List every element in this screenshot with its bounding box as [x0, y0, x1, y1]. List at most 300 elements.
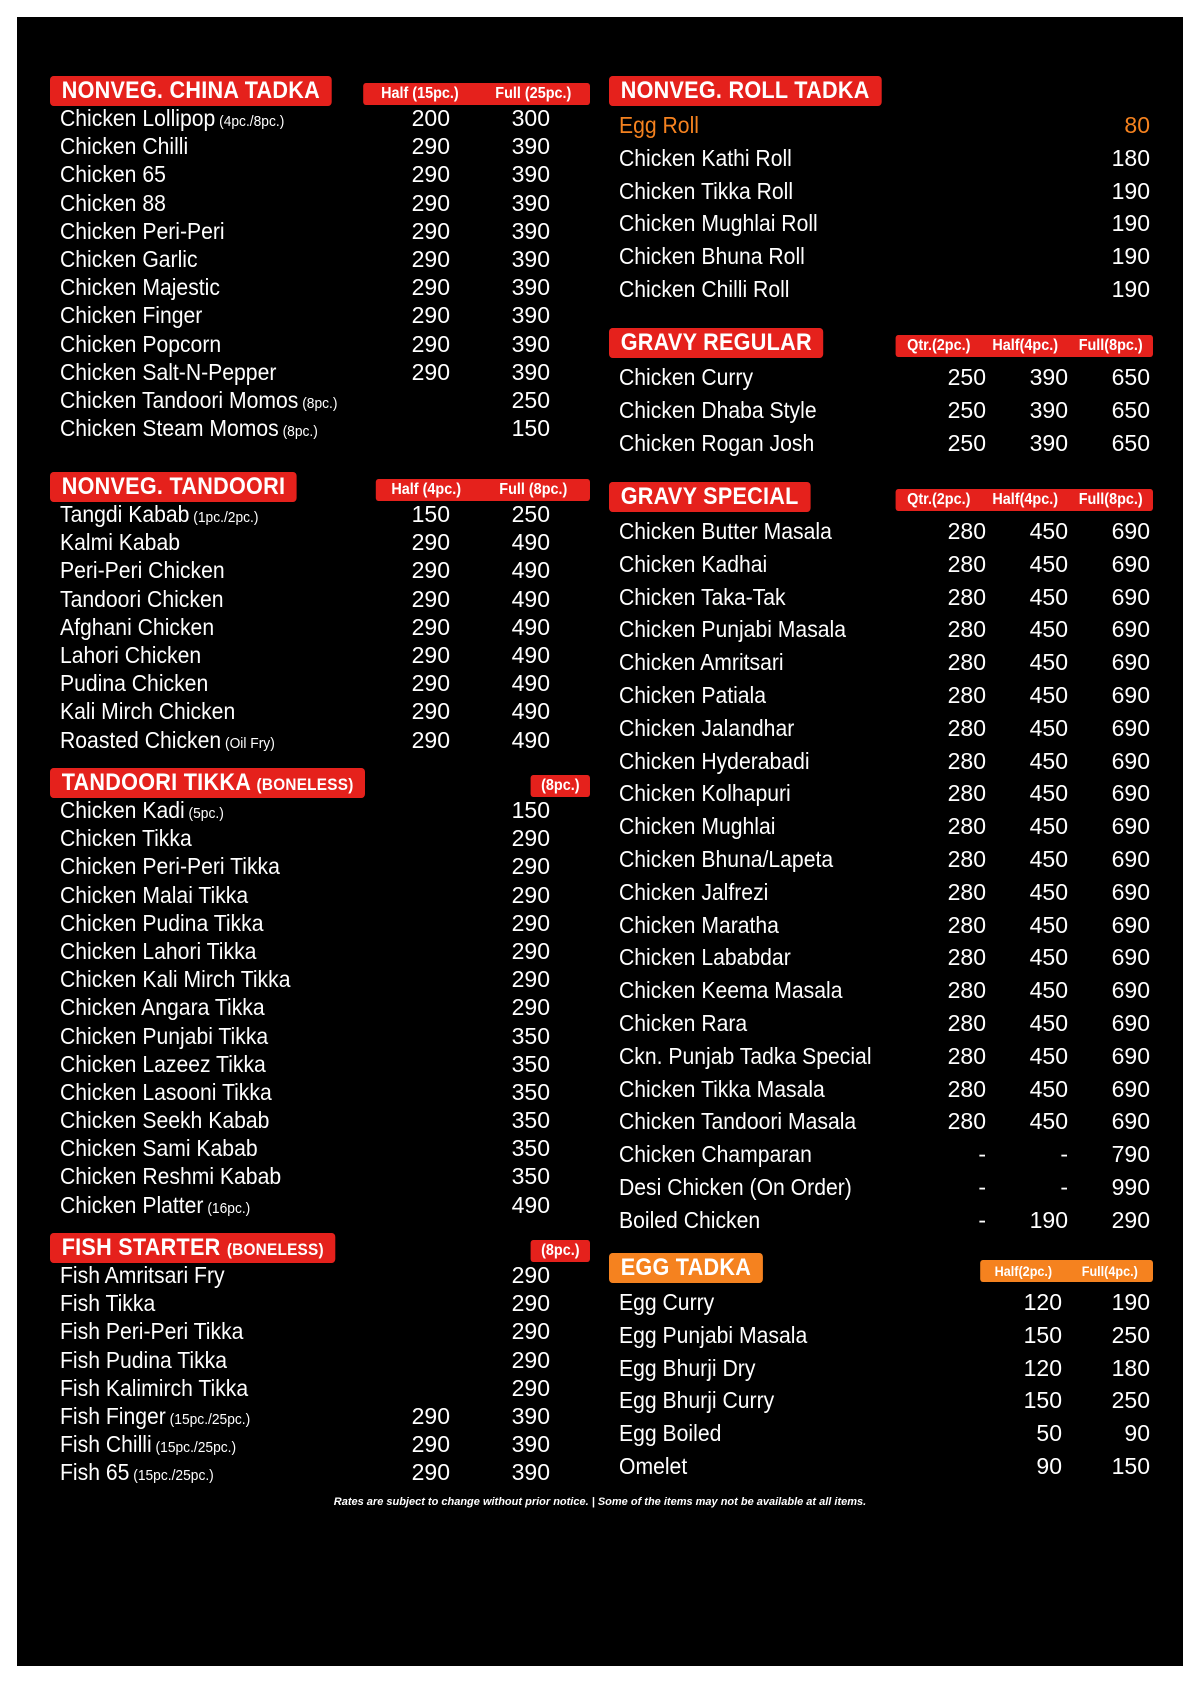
menu-item-name-text: Chicken Kadi — [60, 797, 185, 823]
menu-item-name — [60, 1050, 266, 1078]
menu-item-name — [619, 1105, 856, 1138]
menu-item-row — [609, 548, 1157, 581]
menu-item-row — [609, 109, 1157, 142]
menu-item-name — [619, 1138, 812, 1171]
menu-item-price-price: 350 — [511, 1022, 550, 1049]
footer-note: Rates are subject to change without prior notice. | Some of the items may not be available at all items. — [333, 1496, 867, 1508]
section-header — [609, 482, 1157, 514]
menu-item-row — [50, 1134, 595, 1162]
menu-item-name — [619, 1007, 747, 1040]
menu-item-row — [50, 556, 595, 584]
menu-item-name — [60, 189, 166, 217]
menu-item-name — [619, 941, 791, 974]
menu-item-price-full: 390 — [511, 274, 550, 301]
menu-item-name-text: Fish Peri-Peri Tikka — [60, 1318, 244, 1345]
section-header — [609, 328, 1157, 360]
menu-item-name-text: Chicken Kadhai — [619, 550, 768, 577]
menu-item-name-text: Chicken Reshmi Kabab — [60, 1163, 282, 1190]
menu-item-name-text: Chicken Mughlai Roll — [619, 210, 818, 237]
menu-item-price-half: - — [1060, 1173, 1068, 1200]
column-header-pill — [980, 1260, 1153, 1282]
menu-item-name — [60, 613, 214, 641]
section-title-suffix: (BONELESS) — [256, 775, 354, 794]
section-title: GRAVY REGULAR — [609, 328, 824, 358]
menu-item-name — [619, 1171, 852, 1204]
menu-item-price-full: 390 — [511, 189, 550, 216]
menu-item-name-text: Chicken Punjabi Tikka — [60, 1022, 269, 1049]
menu-item-price-qtr: 250 — [947, 396, 986, 423]
menu-item-name-text: Chicken Lahori Tikka — [60, 937, 257, 964]
menu-item-name — [60, 245, 198, 273]
menu-item-price-price: 290 — [511, 994, 550, 1021]
menu-item-name — [619, 548, 767, 581]
menu-item-name — [60, 1191, 250, 1223]
menu-item-name-text: Chicken Taka-Tak — [619, 583, 786, 610]
section-gravy-regular — [609, 328, 1157, 456]
menu-item-name-text: Chicken Peri-Peri Tikka — [60, 853, 280, 880]
menu-item-name-text: Chicken Jalfrezi — [619, 878, 769, 905]
menu-item-name — [619, 240, 805, 273]
menu-item-row — [50, 993, 595, 1021]
menu-item-name-text: Chicken Bhuna Roll — [619, 243, 805, 270]
menu-item-row — [609, 1286, 1157, 1319]
menu-item-price-full: 390 — [511, 245, 550, 272]
menu-item-price-half: 450 — [1029, 550, 1068, 577]
section-header — [609, 76, 1157, 108]
menu-item-price-full: 650 — [1111, 429, 1150, 456]
menu-item-row — [50, 852, 595, 880]
menu-item-price-full: 90 — [1124, 1420, 1150, 1447]
column-header-half: Half (4pc.) — [391, 481, 462, 498]
menu-item-price-full: 390 — [511, 133, 550, 160]
column-header-full: Full(8pc.) — [1078, 491, 1143, 508]
menu-item-price-full: 290 — [511, 1374, 550, 1401]
menu-item-row — [50, 1022, 595, 1050]
menu-item-row — [50, 726, 595, 754]
menu-item-name — [619, 1319, 807, 1352]
menu-item-price-full: 390 — [511, 1431, 550, 1458]
menu-item-name-text: Chicken Sami Kabab — [60, 1135, 258, 1162]
menu-item-name — [60, 1078, 272, 1106]
menu-item-row — [609, 1138, 1157, 1171]
menu-item-name-text: Egg Bhurji Curry — [619, 1387, 775, 1414]
menu-item-name-text: Tandoori Chicken — [60, 585, 224, 612]
menu-item-name — [60, 824, 192, 852]
menu-item-row — [609, 909, 1157, 942]
menu-item-note: (16pc.) — [203, 1199, 251, 1217]
menu-item-row — [50, 669, 595, 697]
menu-item-row — [50, 217, 595, 245]
column-header-half: Half(2pc.) — [994, 1263, 1053, 1279]
menu-item-name — [619, 745, 810, 778]
column-header-full: Full(4pc.) — [1081, 1263, 1138, 1279]
menu-item-price-qtr: 280 — [947, 518, 986, 544]
menu-item-price-price: 290 — [511, 881, 550, 908]
menu-item-name — [619, 712, 794, 745]
menu-item-name-text: Ckn. Punjab Tadka Special — [619, 1042, 872, 1069]
menu-item-row — [609, 515, 1157, 548]
menu-item-price-full: 290 — [511, 1290, 550, 1317]
menu-item-price-half: 290 — [411, 698, 450, 725]
menu-item-price-half: 450 — [1029, 944, 1068, 971]
menu-item-row — [50, 189, 595, 217]
menu-item-price-price: 190 — [1111, 275, 1150, 302]
menu-item-price-price: 490 — [511, 1191, 550, 1218]
menu-item-name — [60, 993, 265, 1021]
column-header-full: Full (8pc.) — [499, 481, 568, 498]
menu-item-price-half: 290 — [411, 133, 450, 160]
menu-item-price-price: 80 — [1124, 112, 1150, 138]
menu-item-name-text: Fish 65 — [60, 1459, 130, 1486]
menu-item-price-qtr: 280 — [947, 616, 986, 643]
menu-item-price-price: 190 — [1111, 177, 1150, 204]
menu-item-row — [50, 1050, 595, 1078]
menu-item-price-qtr: 280 — [947, 1009, 986, 1036]
menu-item-name — [619, 427, 814, 460]
menu-item-name-text: Chicken Majestic — [60, 274, 220, 301]
menu-item-name-text: Chicken Keema Masala — [619, 977, 843, 1004]
menu-item-name — [619, 679, 766, 712]
column-header-pill — [531, 775, 590, 797]
menu-item-row — [609, 1040, 1157, 1073]
item-list — [50, 500, 595, 754]
menu-item-name — [619, 909, 779, 942]
menu-item-price-half: - — [1060, 1141, 1068, 1168]
menu-item-name — [60, 641, 201, 669]
menu-item-name — [60, 1317, 243, 1345]
column-header-price: (8pc.) — [541, 1242, 580, 1259]
menu-item-name-text: Chicken Bhuna/Lapeta — [619, 845, 834, 872]
item-list — [609, 1286, 1157, 1483]
menu-item-price-half: 450 — [1029, 878, 1068, 905]
menu-item-price-half: 290 — [411, 641, 450, 668]
menu-item-price-price: 190 — [1111, 210, 1150, 237]
menu-item-price-full: 150 — [1111, 1452, 1150, 1479]
menu-item-name-text: Chicken Chilli — [60, 133, 189, 160]
menu-item-price-qtr: 280 — [947, 681, 986, 708]
menu-item-row — [50, 1289, 595, 1317]
menu-item-price-half: 290 — [411, 330, 450, 357]
menu-item-name-text: Chicken Amritsari — [619, 649, 784, 676]
menu-item-row — [50, 909, 595, 937]
menu-item-name-text: Chicken Mughlai — [619, 813, 776, 840]
menu-item-name-text: Egg Curry — [619, 1289, 715, 1315]
menu-item-name — [619, 1417, 721, 1450]
menu-item-row — [50, 824, 595, 852]
menu-item-name-text: Kalmi Kabab — [60, 529, 180, 556]
menu-item-price-price: 350 — [511, 1050, 550, 1077]
menu-item-price-half: 290 — [411, 245, 450, 272]
menu-item-price-full: 250 — [1111, 1387, 1150, 1414]
menu-item-name-text: Chicken Champaran — [619, 1141, 812, 1168]
menu-item-name — [619, 843, 833, 876]
menu-item-price-qtr: 250 — [947, 429, 986, 456]
item-list — [50, 796, 595, 1219]
menu-item-name — [60, 881, 248, 909]
menu-item-name-text: Chicken Punjabi Masala — [619, 616, 847, 643]
menu-item-name-text: Fish Chilli — [60, 1431, 152, 1458]
menu-item-price-half: 450 — [1029, 747, 1068, 774]
menu-item-name-text: Chicken Peri-Peri — [60, 217, 225, 244]
column-header-pill — [376, 479, 590, 501]
menu-item-name — [60, 1022, 268, 1050]
menu-item-row — [609, 843, 1157, 876]
menu-item-price-full: 690 — [1111, 977, 1150, 1004]
menu-item-name — [619, 175, 793, 208]
menu-item-row — [609, 427, 1157, 460]
menu-item-name — [619, 646, 784, 679]
menu-item-row — [50, 330, 595, 358]
menu-item-price-half: 150 — [1023, 1387, 1062, 1414]
section-header — [609, 1253, 1157, 1285]
menu-item-row — [50, 1078, 595, 1106]
menu-item-price-half: 290 — [411, 529, 450, 556]
menu-item-row — [50, 937, 595, 965]
menu-item-price-full: 990 — [1111, 1173, 1150, 1200]
menu-item-name-text: Chicken Kolhapuri — [619, 780, 791, 807]
section-title: GRAVY SPECIAL — [609, 482, 810, 512]
menu-item-name — [60, 132, 188, 160]
menu-item-name — [60, 556, 225, 584]
menu-item-name-text: Chicken Tikka — [60, 825, 192, 852]
menu-item-name-text: Chicken Angara Tikka — [60, 994, 265, 1021]
menu-item-name — [619, 207, 818, 240]
menu-item-name — [60, 697, 235, 725]
menu-item-row — [609, 240, 1157, 273]
menu-item-name — [60, 1346, 227, 1374]
item-list — [609, 361, 1157, 459]
menu-item-price-full: 650 — [1111, 364, 1150, 390]
menu-item-row — [50, 273, 595, 301]
menu-item-name-text: Fish Kalimirch Tikka — [60, 1374, 249, 1401]
menu-item-name — [60, 852, 280, 880]
menu-item-row — [609, 175, 1157, 208]
menu-item-price-half: 290 — [411, 585, 450, 612]
menu-item-note: (8pc.) — [298, 394, 338, 412]
menu-item-row — [609, 207, 1157, 240]
menu-item-price-half: 290 — [411, 189, 450, 216]
menu-item-name-text: Chicken Tandoori Momos — [60, 386, 299, 413]
menu-item-row — [50, 1106, 595, 1134]
menu-item-name — [619, 109, 699, 142]
menu-item-name-text: Egg Bhurji Dry — [619, 1354, 756, 1381]
menu-item-price-price: 290 — [511, 937, 550, 964]
menu-item-price-half: 190 — [1029, 1206, 1068, 1233]
section-egg-tadka — [609, 1253, 1157, 1479]
menu-item-price-full: 490 — [511, 698, 550, 725]
menu-item-price-qtr: 280 — [947, 1042, 986, 1069]
menu-item-price-full: 190 — [1111, 1289, 1150, 1315]
menu-item-name — [60, 669, 208, 697]
menu-item-name-text: Peri-Peri Chicken — [60, 557, 225, 584]
menu-item-name-text: Roasted Chicken — [60, 726, 222, 753]
menu-item-price-full: 490 — [511, 641, 550, 668]
menu-item-price-full: 490 — [511, 585, 550, 612]
menu-item-price-full: 390 — [511, 358, 550, 385]
menu-item-row — [609, 712, 1157, 745]
menu-item-name-text: Chicken Garlic — [60, 245, 198, 272]
menu-item-name — [60, 1134, 258, 1162]
menu-item-name — [619, 1073, 825, 1106]
menu-item-price-qtr: 250 — [947, 364, 986, 390]
menu-item-note: (Oil Fry) — [221, 734, 275, 752]
column-header-pill — [363, 83, 590, 105]
menu-item-price-full: 490 — [511, 529, 550, 556]
menu-item-price-price: 180 — [1111, 144, 1150, 171]
menu-item-price-full: 490 — [511, 726, 550, 753]
menu-item-price-qtr: 280 — [947, 747, 986, 774]
menu-item-price-full: 690 — [1111, 878, 1150, 905]
menu-item-name — [619, 142, 792, 175]
menu-item-name — [619, 810, 775, 843]
menu-item-row — [609, 810, 1157, 843]
menu-item-price-price: 190 — [1111, 243, 1150, 270]
menu-item-row — [50, 245, 595, 273]
column-header-qtr: Qtr.(2pc.) — [907, 337, 971, 354]
menu-item-row — [50, 132, 595, 160]
menu-item-price-half: 120 — [1023, 1354, 1062, 1381]
menu-item-row — [50, 528, 595, 556]
menu-item-name-text: Chicken Platter — [60, 1191, 204, 1218]
menu-item-name-text: Omelet — [619, 1452, 688, 1479]
menu-item-note: (15pc./25pc.) — [151, 1439, 237, 1457]
menu-item-price-half: 150 — [1023, 1321, 1062, 1348]
menu-item-name — [619, 273, 790, 306]
column-header-half: Half(4pc.) — [992, 491, 1059, 508]
menu-item-price-half: 150 — [411, 501, 450, 527]
menu-item-price-full: 250 — [1111, 1321, 1150, 1348]
menu-item-price-qtr: 280 — [947, 944, 986, 971]
menu-item-row — [50, 1374, 595, 1402]
menu-item-price-full: 290 — [1111, 1206, 1150, 1233]
menu-item-price-full: 300 — [511, 105, 550, 131]
menu-item-row — [50, 641, 595, 669]
menu-item-price-full: 290 — [511, 1318, 550, 1345]
column-header-pill — [896, 489, 1153, 511]
menu-item-price-price: 350 — [511, 1078, 550, 1105]
menu-item-name — [619, 1286, 714, 1319]
menu-item-row — [609, 142, 1157, 175]
menu-item-row — [50, 796, 595, 824]
menu-item-price-full: 790 — [1111, 1141, 1150, 1168]
menu-item-row — [609, 941, 1157, 974]
menu-item-row — [50, 585, 595, 613]
column-header-half: Half(4pc.) — [992, 337, 1059, 354]
section-tandoori-tikka — [50, 768, 595, 1218]
menu-item-price-half: 290 — [411, 1402, 450, 1429]
menu-item-name-text: Egg Boiled — [619, 1420, 722, 1447]
section-title: NONVEG. ROLL TADKA — [609, 76, 881, 106]
menu-item-row — [609, 646, 1157, 679]
menu-item-row — [609, 1384, 1157, 1417]
menu-item-price-half: 450 — [1029, 518, 1068, 544]
menu-item-price-full: 390 — [511, 330, 550, 357]
menu-item-price-half: 450 — [1029, 1009, 1068, 1036]
menu-item-name-text: Chicken Malai Tikka — [60, 881, 249, 908]
menu-item-name — [60, 273, 220, 301]
menu-item-price-full: 690 — [1111, 616, 1150, 643]
menu-item-price-full: 690 — [1111, 583, 1150, 610]
menu-item-price-full: 290 — [511, 1346, 550, 1373]
menu-item-row — [609, 974, 1157, 1007]
menu-item-row — [609, 273, 1157, 306]
menu-item-row — [50, 881, 595, 909]
menu-item-name-text: Chicken Hyderabadi — [619, 747, 810, 774]
menu-item-name-text: Chicken Curry — [619, 364, 754, 390]
menu-item-price-half: 90 — [1036, 1452, 1062, 1479]
section-tandoori — [50, 472, 595, 753]
menu-item-name-text: Chicken Rogan Josh — [619, 429, 815, 456]
menu-item-price-full: 690 — [1111, 911, 1150, 938]
menu-item-row — [50, 1261, 595, 1289]
menu-item-row — [50, 160, 595, 188]
menu-item-row — [50, 1191, 595, 1219]
menu-item-price-qtr: 280 — [947, 977, 986, 1004]
menu-item-price-price: 290 — [511, 966, 550, 993]
column-header-pill — [531, 1240, 590, 1262]
column-header-qtr: Qtr.(2pc.) — [907, 491, 971, 508]
section-title — [50, 768, 365, 798]
menu-item-price-half: 390 — [1029, 364, 1068, 390]
menu-item-name — [619, 1204, 760, 1237]
menu-item-name — [619, 581, 786, 614]
menu-item-price-half: 450 — [1029, 1042, 1068, 1069]
menu-item-price-full: 250 — [511, 386, 550, 413]
menu-item-name-text: Chicken 88 — [60, 189, 166, 216]
menu-item-name — [60, 965, 290, 993]
menu-item-price-half: 450 — [1029, 977, 1068, 1004]
menu-item-price-half: 390 — [1029, 429, 1068, 456]
menu-item-name-text: Chicken Tikka Masala — [619, 1075, 825, 1102]
menu-item-name — [60, 937, 256, 965]
column-header-pill — [896, 335, 1153, 357]
menu-item-price-half: 450 — [1029, 681, 1068, 708]
menu-item-price-full: 690 — [1111, 649, 1150, 676]
menu-item-price-price: 290 — [511, 825, 550, 852]
menu-item-price-half: 290 — [411, 670, 450, 697]
menu-item-price-full: 690 — [1111, 747, 1150, 774]
menu-item-price-full: 690 — [1111, 944, 1150, 971]
menu-item-name — [619, 1352, 755, 1385]
section-gravy-special — [609, 482, 1157, 1233]
menu-item-name-text: Chicken Tandoori Masala — [619, 1108, 857, 1135]
menu-item-name-text: Chicken Lababdar — [619, 944, 791, 971]
menu-item-row — [50, 965, 595, 993]
menu-item-name — [619, 1040, 872, 1073]
menu-item-name-text: Chicken Butter Masala — [619, 518, 832, 544]
menu-item-name-text: Desi Chicken (On Order) — [619, 1173, 852, 1200]
menu-item-row — [609, 1204, 1157, 1237]
menu-item-row — [609, 1417, 1157, 1450]
menu-item-price-half: 290 — [411, 726, 450, 753]
menu-item-name — [60, 585, 224, 613]
menu-item-name-text: Chicken Seekh Kabab — [60, 1107, 270, 1134]
menu-item-row — [609, 745, 1157, 778]
menu-item-row — [50, 613, 595, 641]
menu-item-name-text: Chicken Pudina Tikka — [60, 909, 264, 936]
item-list — [50, 1261, 595, 1487]
item-list — [609, 109, 1157, 306]
menu-item-price-qtr: 280 — [947, 845, 986, 872]
menu-item-price-full: 690 — [1111, 681, 1150, 708]
menu-item-price-qtr: 280 — [947, 714, 986, 741]
menu-item-name — [60, 528, 180, 556]
menu-item-price-full: 690 — [1111, 1009, 1150, 1036]
menu-item-name — [60, 1106, 269, 1134]
menu-item-price-half: 200 — [411, 105, 450, 131]
menu-item-price-qtr: 280 — [947, 813, 986, 840]
menu-item-name-text: Chicken Chilli Roll — [619, 275, 790, 302]
